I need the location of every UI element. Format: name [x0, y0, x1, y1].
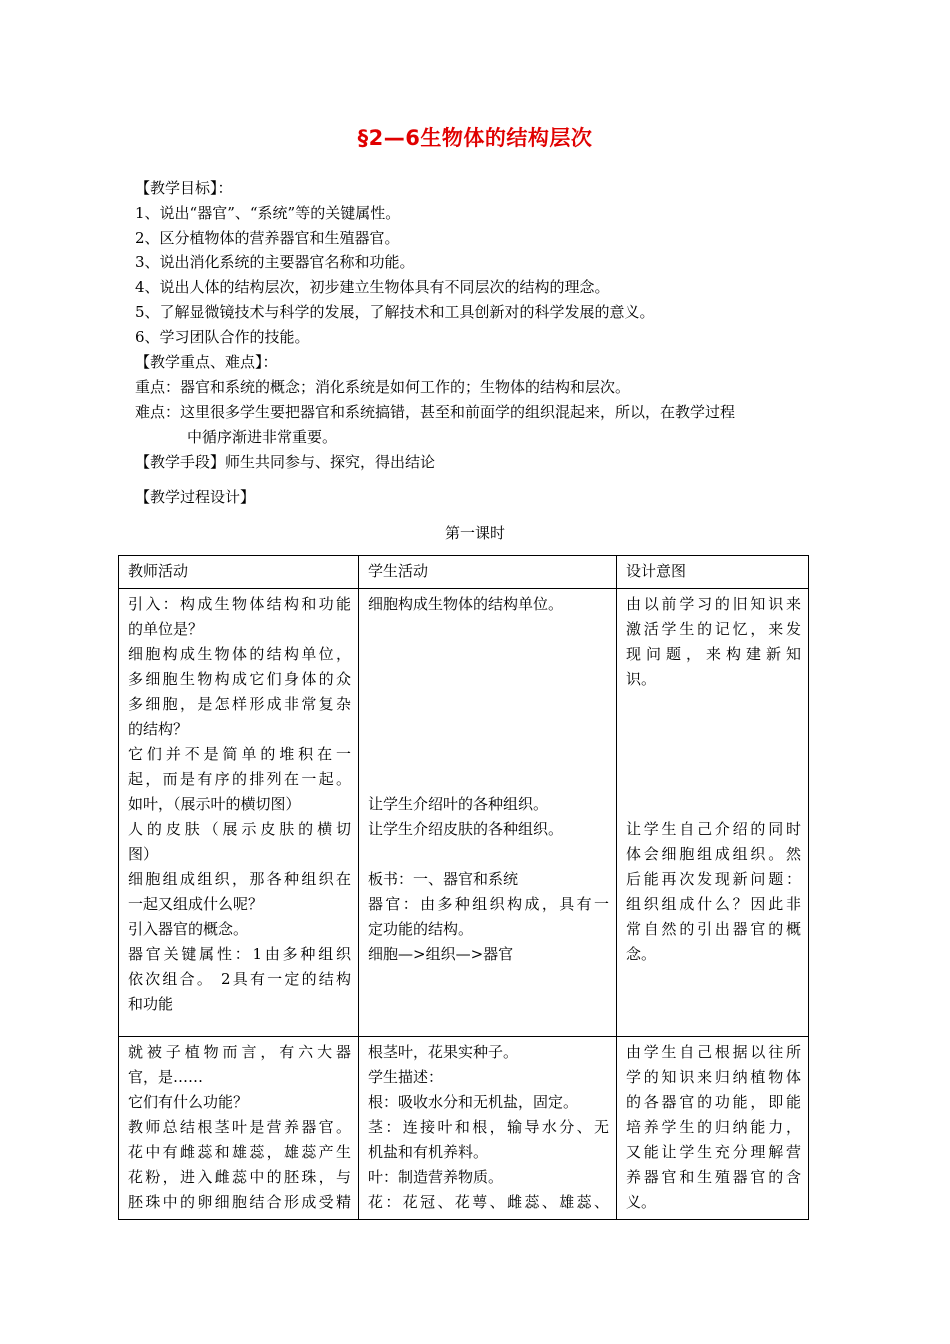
cell-text-line: 器官关键属性：1由多种组织 [128, 945, 351, 963]
difficulty-text: 难点：这里很多学生要把器官和系统搞错，甚至和前面学的组织混起来，所以，在教学过程 [135, 403, 736, 421]
table-header-row [119, 556, 809, 589]
objective-item: 2、区分植物体的营养器官和生殖器官。 [135, 229, 400, 247]
cell-text-line: 常自然的引出器官的概 [626, 920, 801, 938]
teacher-activity-cell [119, 1037, 359, 1220]
cell-text-line: 让学生介绍叶的各种组织。 [368, 795, 549, 813]
process-heading: 【教学过程设计】 [135, 488, 256, 506]
cell-text-line: 又能让学生充分理解营 [626, 1143, 801, 1161]
cell-text-line: 学生描述： [368, 1068, 444, 1086]
cell-text-line: 现问题，来构建新知 [626, 645, 801, 663]
cell-text-line: 起，而是有序的排列在一起。 [128, 770, 351, 788]
key-point-text: 重点：器官和系统的概念；消化系统是如何工作的；生物体的结构和层次。 [135, 378, 631, 396]
cell-text-line: 花粉，进入雌蕊中的胚珠，与 [128, 1168, 351, 1186]
cell-text-line: 学的知识来归纳植物体 [626, 1068, 801, 1086]
cell-text-line: 和功能 [128, 995, 174, 1013]
cell-text-line: 识。 [626, 670, 657, 688]
header-student-activity: 学生活动 [359, 556, 617, 589]
cell-text-line: 养器官和生殖器官的含 [626, 1168, 801, 1186]
cell-text-line: 后能再次发现新问题： [626, 870, 801, 888]
cell-text-line: 依次组合。 2具有一定的结构 [128, 970, 351, 988]
objective-item: 1、说出“器官”、“系统”等的关键属性。 [135, 204, 401, 222]
cell-text-line: 如叶，（展示叶的横切图） [128, 795, 301, 813]
teaching-means: 【教学手段】师生共同参与、探究，得出结论 [135, 453, 436, 471]
objective-item: 3、说出消化系统的主要器官名称和功能。 [135, 253, 415, 271]
design-intent-cell [617, 1037, 809, 1220]
cell-text-line: 细胞构成生物体的结构单位， [128, 645, 351, 663]
objective-item: 6、学习团队合作的技能。 [135, 328, 310, 346]
cell-text-line: 人的皮肤（展示皮肤的横切 [128, 820, 351, 838]
cell-text-line: 细胞组成组织，那各种组织在 [128, 870, 351, 888]
cell-text-line: 由以前学习的旧知识来 [626, 595, 801, 613]
cell-text-line: 官，是…… [128, 1068, 204, 1086]
cell-text-line: 它们并不是简单的堆积在一 [128, 745, 351, 763]
cell-text-line: 体会细胞组成组织。然 [626, 845, 801, 863]
document-title: §2—6生物体的结构层次 [357, 126, 593, 150]
student-activity-cell [359, 1037, 617, 1220]
cell-text-line: 义。 [626, 1193, 657, 1211]
cell-text-line: 激活学生的记忆，来发 [626, 620, 801, 638]
cell-text-line: 的结构？ [128, 720, 189, 738]
table-row [119, 1037, 809, 1220]
teacher-activity-cell [119, 589, 359, 1037]
cell-text-line: 的单位是？ [128, 620, 204, 638]
lesson-table [118, 555, 809, 1220]
cell-text-line: 细胞—>组织—>器官 [368, 945, 514, 963]
cell-text-line: 引入器官的概念。 [128, 920, 249, 938]
cell-text-line: 由学生自己根据以往所 [626, 1043, 801, 1061]
difficulty-text-continued: 中循序渐进非常重要。 [187, 428, 338, 446]
session-label: 第一课时 [444, 524, 505, 542]
cell-text-line: 培养学生的归纳能力， [626, 1118, 801, 1136]
cell-text-line: 器官：由多种组织构成，具有一 [368, 895, 609, 913]
cell-text-line: 叶：制造营养物质。 [368, 1168, 504, 1186]
cell-text-line: 根：吸收水分和无机盐，固定。 [368, 1093, 579, 1111]
cell-text-line: 图） [128, 845, 159, 863]
cell-text-line: 就被子植物而言，有六大器 [128, 1043, 351, 1061]
cell-text-line: 胚珠中的卵细胞结合形成受精 [128, 1193, 351, 1211]
design-intent-cell [617, 589, 809, 1037]
student-activity-cell [359, 589, 617, 1037]
objective-item: 5、了解显微镜技术与科学的发展，了解技术和工具创新对的科学发展的意义。 [135, 303, 655, 321]
objectives-heading: 【教学目标】： [135, 179, 233, 197]
header-design-intent: 设计意图 [617, 556, 809, 589]
cell-text-line: 的各器官的功能，即能 [626, 1093, 801, 1111]
cell-text-line: 组织组成什么？因此非 [626, 895, 801, 913]
cell-text-line: 花：花冠、花萼、雌蕊、雄蕊、 [368, 1193, 609, 1211]
cell-text-line: 它们有什么功能？ [128, 1093, 249, 1111]
cell-text-line: 定功能的结构。 [368, 920, 474, 938]
cell-text-line: 多细胞生物构成它们身体的众 [128, 670, 351, 688]
cell-text-line: 细胞构成生物体的结构单位。 [368, 595, 564, 613]
cell-text-line: 茎：连接叶和根，输导水分、无 [368, 1118, 609, 1136]
cell-text-line: 多细胞，是怎样形成非常复杂 [128, 695, 351, 713]
cell-text-line: 教师总结根茎叶是营养器官。 [128, 1118, 351, 1136]
key-points-heading: 【教学重点、难点】： [135, 353, 278, 371]
cell-text-line: 让学生自己介绍的同时 [626, 820, 801, 838]
cell-text-line: 念。 [626, 945, 657, 963]
header-teacher-activity: 教师活动 [119, 556, 359, 589]
cell-text-line: 让学生介绍皮肤的各种组织。 [368, 820, 564, 838]
cell-text-line: 根茎叶，花果实种子。 [368, 1043, 519, 1061]
cell-text-line: 引入：构成生物体结构和功能 [128, 595, 351, 613]
cell-text-line: 花中有雌蕊和雄蕊，雄蕊产生 [128, 1143, 351, 1161]
cell-text-line: 机盐和有机养料。 [368, 1143, 489, 1161]
table-row [119, 589, 809, 1037]
objective-item: 4、说出人体的结构层次，初步建立生物体具有不同层次的结构的理念。 [135, 278, 610, 296]
cell-text-line: 一起又组成什么呢？ [128, 895, 264, 913]
cell-text-line: 板书：一、器官和系统 [368, 870, 519, 888]
